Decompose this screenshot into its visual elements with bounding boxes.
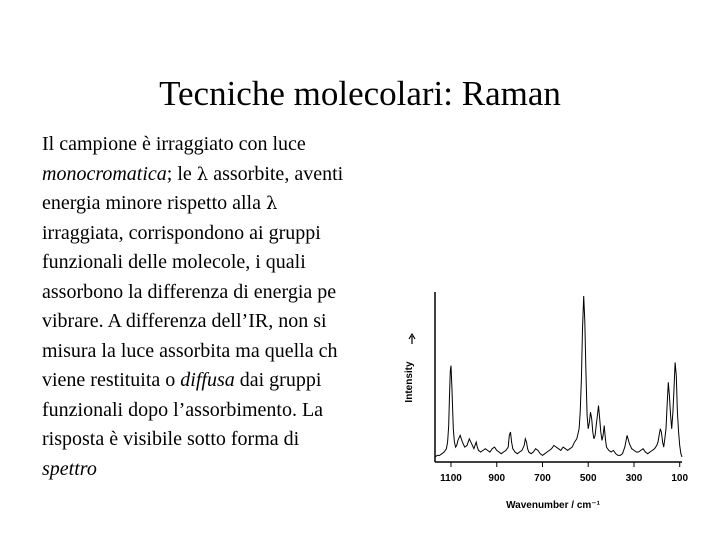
y-axis-arrow-icon <box>409 334 415 344</box>
x-axis-label: Wavenumber / cm⁻¹ <box>506 500 600 511</box>
x-ticks <box>440 462 688 484</box>
text-fragment: dai gruppi <box>234 369 322 391</box>
text-fragment: ; le <box>166 162 197 185</box>
body-line: risposta è visibile sotto forma di <box>42 428 300 450</box>
x-tick-label: 900 <box>488 473 506 484</box>
x-tick-label: 500 <box>579 473 597 484</box>
body-line: misura la luce assorbita ma quella ch <box>42 339 338 362</box>
body-line <box>42 189 392 219</box>
body-line <box>42 366 392 396</box>
body-line <box>42 160 392 190</box>
spectrum-line <box>435 296 682 457</box>
text-fragment: viene restituita o <box>42 369 181 391</box>
body-line: funzionali dopo l’assorbimento. La <box>42 398 324 421</box>
lambda-symbol: λ <box>196 163 209 185</box>
body-line: irraggiata, corrispondono ai gruppi <box>42 221 321 244</box>
lambda-symbol: λ <box>266 193 278 214</box>
body-line: Il campione è irraggiato con luce <box>42 133 306 155</box>
x-tick-label: 1100 <box>440 473 462 484</box>
body-line: vibrare. A differenza dell’IR, non si <box>42 310 327 332</box>
emphasis-diffusa: diffusa <box>180 369 235 391</box>
raman-spectrum-chart <box>395 282 710 522</box>
x-tick-label: 300 <box>625 473 643 484</box>
body-line <box>42 455 392 485</box>
slide-title: Tecniche molecolari: Raman <box>159 74 561 113</box>
body-line: assorbono la differenza di energia pe <box>42 280 337 303</box>
y-axis-label: Intensity <box>404 361 415 403</box>
emphasis-spettro: spettro <box>42 457 97 480</box>
x-tick-label: 100 <box>671 473 689 484</box>
body-line: funzionali delle molecole, i quali <box>42 251 306 273</box>
emphasis-monocromatica: monocromatica <box>42 162 167 185</box>
text-fragment: assorbite, aventi <box>208 162 344 185</box>
x-tick-label: 700 <box>534 473 551 484</box>
body-paragraph <box>42 130 392 484</box>
text-fragment: energia minore rispetto alla <box>42 192 266 214</box>
